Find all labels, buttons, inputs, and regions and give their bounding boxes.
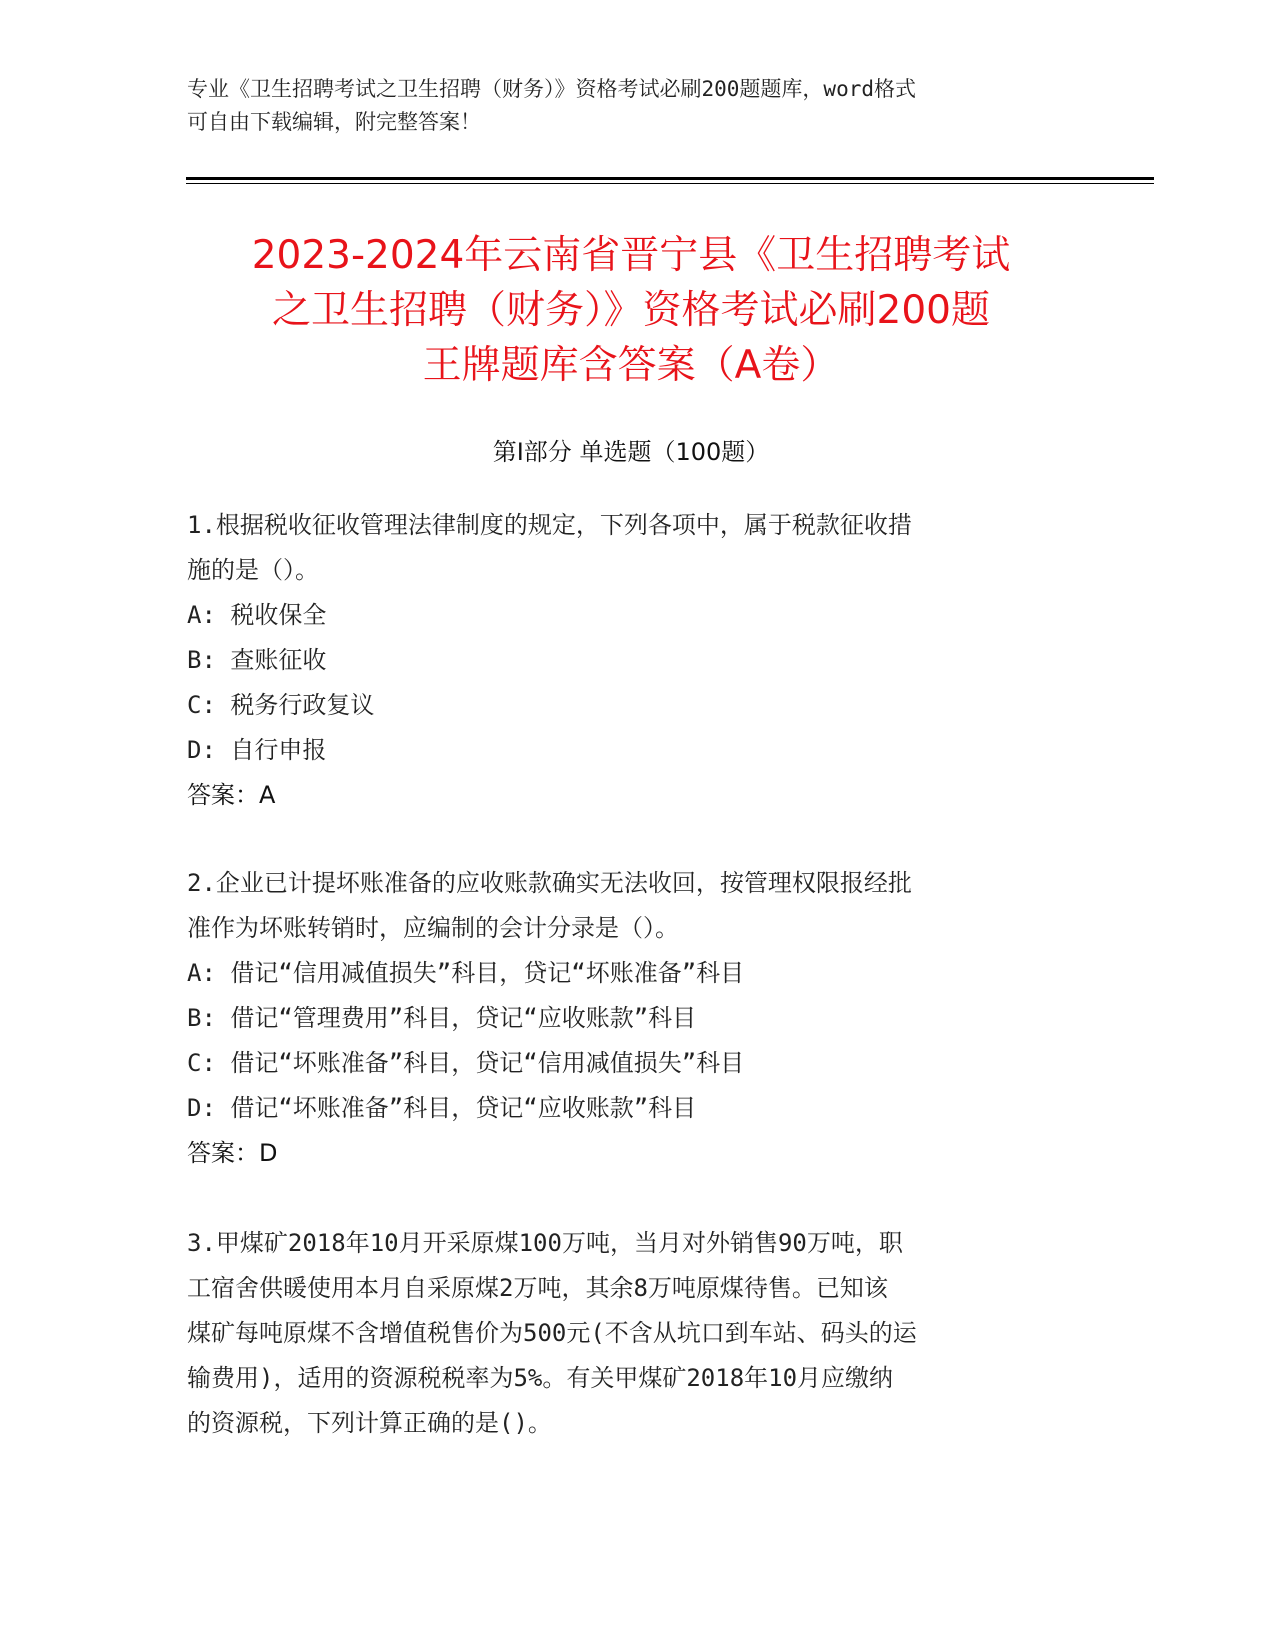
option-b: B: 查账征收 <box>187 646 327 674</box>
question-stem-line: 输费用)，适用的资源税税率为5%。有关甲煤矿2018年10月应缴纳 <box>187 1364 894 1392</box>
answer-label: 答案：D <box>187 1139 278 1167</box>
header-divider-thin <box>186 183 1154 184</box>
answer-label: 答案：A <box>187 781 276 809</box>
title-line: 2023-2024年云南省晋宁县《卫生招聘考试 <box>251 233 1011 278</box>
option-a: A: 借记“信用减值损失”科目，贷记“坏账准备”科目 <box>187 959 745 987</box>
option-b: B: 借记“管理费用”科目，贷记“应收账款”科目 <box>187 1004 697 1032</box>
option-c: C: 借记“坏账准备”科目，贷记“信用减值损失”科目 <box>187 1049 745 1077</box>
document-title <box>186 228 1076 393</box>
question-stem-line: 3.甲煤矿2018年10月开采原煤100万吨，当月对外销售90万吨，职 <box>187 1229 903 1257</box>
question-stem-line: 的资源税，下列计算正确的是()。 <box>187 1409 552 1437</box>
header-note-line: 可自由下载编辑，附完整答案！ <box>187 110 481 134</box>
header-note-line: 专业《卫生招聘考试之卫生招聘（财务）》资格考试必刷200题题库，word格式 <box>187 77 916 101</box>
question-stem-line: 施的是（）。 <box>187 556 319 584</box>
question-stem-line: 1.根据税收征收管理法律制度的规定，下列各项中，属于税款征收措 <box>187 511 912 539</box>
option-d: D: 借记“坏账准备”科目，贷记“应收账款”科目 <box>187 1094 697 1122</box>
question-1 <box>187 503 1077 818</box>
title-line: 王牌题库含答案（A卷） <box>422 343 840 388</box>
header-note <box>187 73 1087 139</box>
question-3 <box>187 1221 1077 1446</box>
question-stem-line: 准作为坏账转销时，应编制的会计分录是（）。 <box>187 914 679 942</box>
question-stem-line: 煤矿每吨原煤不含增值税售价为500元(不含从坑口到车站、码头的运 <box>187 1319 917 1347</box>
header-divider <box>186 177 1154 180</box>
option-a: A: 税收保全 <box>187 601 327 629</box>
question-stem-line: 2.企业已计提坏账准备的应收账款确实无法收回，按管理权限报经批 <box>187 869 912 897</box>
question-stem-line: 工宿舍供暖使用本月自采原煤2万吨，其余8万吨原煤待售。已知该 <box>187 1274 888 1302</box>
question-2 <box>187 861 1077 1176</box>
title-line: 之卫生招聘（财务）》资格考试必刷200题 <box>272 288 990 333</box>
option-c: C: 税务行政复议 <box>187 691 375 719</box>
option-d: D: 自行申报 <box>187 736 327 764</box>
section-heading: 第I部分 单选题（100题） <box>492 438 770 466</box>
